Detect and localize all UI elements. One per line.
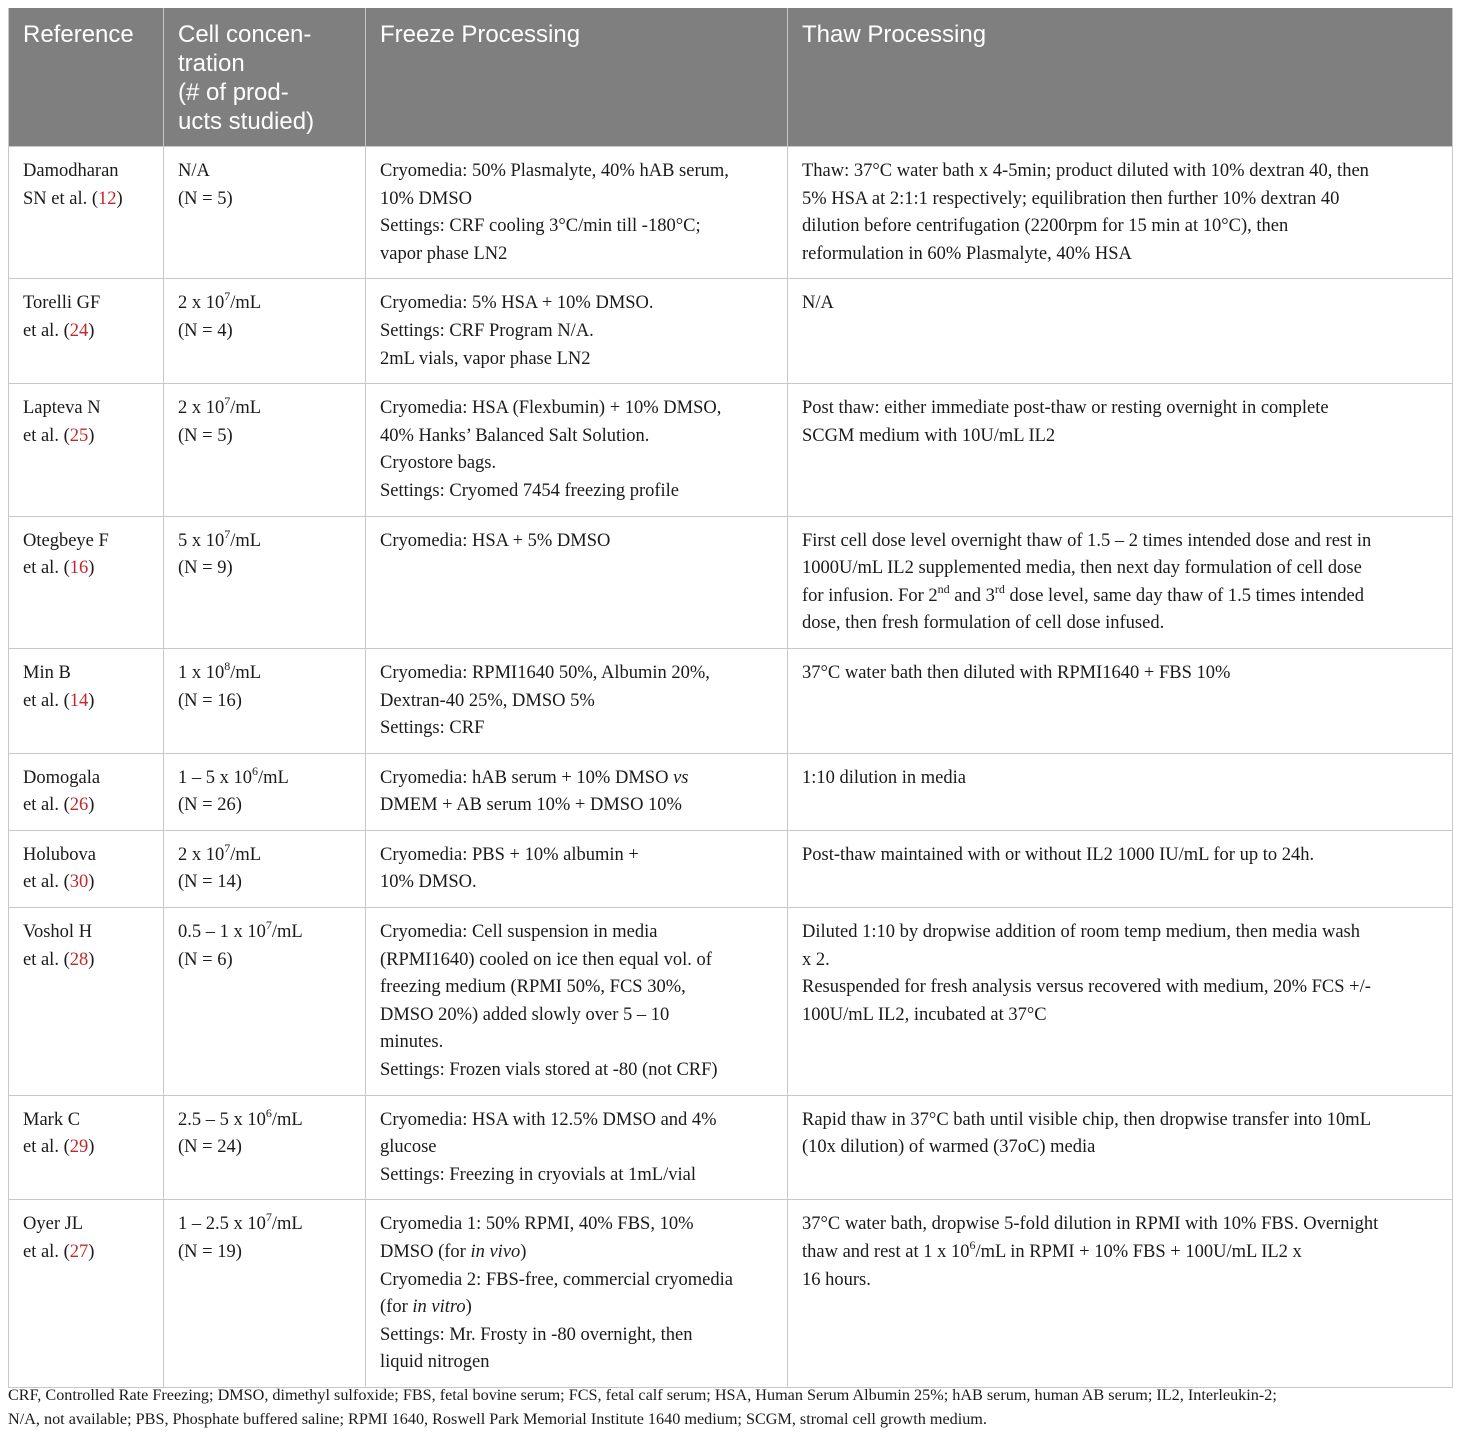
table-row [9,147,1453,279]
citation-link[interactable]: 12 [98,188,117,209]
header-reference: Reference [9,8,164,147]
concentration-cell: 1 – 5 x $10^6/mL$ (N = 26) [164,753,366,830]
table-row [9,753,1453,830]
citation-link[interactable]: 27 [69,1242,89,1262]
citation-link[interactable]: 30 [69,872,89,893]
thaw-cell: Diluted 1:10 by dropwise addition of room temp medium, then media wash x 2. Resuspended for fresh analysis versus recovered with medium, 20% FCS +/- 100U/mL IL2, incubated at 37°C [788,908,1453,1096]
header-concentration: Cell concen- tration (# of prod- ucts studied) [164,8,366,147]
freeze-cell: Cryomedia: RPMI1640 50%, Albumin 20%, Dextran-40 25%, DMSO 5% Settings: CRF [366,648,788,753]
freeze-cell: Cryomedia: 50% Plasmalyte, 40% hAB serum, 10% DMSO Settings: CRF cooling 3°C/min till -180°C; vapor phase LN2 [366,147,788,279]
freeze-cell: Cryomedia: HSA + 5% DMSO [366,516,788,648]
thaw-cell: 1:10 dilution in media [788,753,1453,830]
freeze-cell: Cryomedia: PBS + 10% albumin + 10% DMSO. [366,830,788,907]
citation-link[interactable]: 26 [69,795,89,816]
reference-cell: Torelli GF et al. (24) [9,279,164,384]
table-row [9,830,1453,907]
freeze-cell: Cryomedia 1: 50% RPMI, 40% FBS, 10% DMSO (for in vivo) Cryomedia 2: FBS-free, commercial cryomedia (for in vitro) Settings: Mr. Frosty in -80 overnight, then liquid nitrogen [366,1200,788,1388]
reference-cell: Lapteva N et al. (25) [9,384,164,516]
thaw-cell: N/A [788,279,1453,384]
table-row [9,1095,1453,1200]
concentration-cell: 5 x $10^7/mL$ (N = 9) [164,516,366,648]
citation-link[interactable]: 29 [69,1137,89,1158]
reference-cell: Domogala et al. (26) [9,753,164,830]
table-row [9,648,1453,753]
thaw-cell: 37°C water bath then diluted with RPMI1640 + FBS 10% [788,648,1453,753]
table-row [9,384,1453,516]
cryopreservation-table [8,8,1453,1388]
citation-link[interactable]: 28 [69,949,89,970]
citation-link[interactable]: 14 [69,690,89,711]
concentration-cell: N/A (N = 5) [164,147,366,279]
table-footnote: CRF, Controlled Rate Freezing; DMSO, dimethyl sulfoxide; FBS, fetal bovine serum; FCS, fetal calf serum; HSA, Human Serum Albumin 25%; hAB serum, human AB serum; IL2, Interleukin-2; N/A, not available; PBS, Phosphate buffered saline; RPMI 1640, Roswell Park Memorial Institute 1640 medium; SCGM, stromal cell growth medium. [8,1386,1277,1428]
reference-cell: Holubova et al. (30) [9,830,164,907]
concentration-cell: 2.5 – 5 x $10^6/mL$ (N = 24) [164,1095,366,1200]
thaw-cell: First cell dose level overnight thaw of 1.5 – 2 times intended dose and rest in 1000U/mL IL2 supplemented media, then next day formulation of cell dose for infusion. For 2nd and 3rd dose level, same day thaw of 1.5 times intended dose, then fresh formulation of cell dose infused. [788,516,1453,648]
header-row [9,8,1453,147]
reference-cell: Oyer JL et al. (27) [9,1200,164,1388]
thaw-cell: Rapid thaw in 37°C bath until visible chip, then dropwise transfer into 10mL (10x dilution) of warmed (37oC) media [788,1095,1453,1200]
concentration-cell: 2 x $10^7/mL$ (N = 14) [164,830,366,907]
concentration-cell: 0.5 – 1 x $10^7/mL$ (N = 6) [164,908,366,1096]
freeze-cell: Cryomedia: 5% HSA + 10% DMSO. Settings: CRF Program N/A. 2mL vials, vapor phase LN2 [366,279,788,384]
freeze-cell: Cryomedia: Cell suspension in media (RPMI1640) cooled on ice then equal vol. of freezing medium (RPMI 50%, FCS 30%, DMSO 20%) added slowly over 5 – 10 minutes. Settings: Frozen vials stored at -80 (not CRF) [366,908,788,1096]
citation-link[interactable]: 16 [69,558,89,579]
thaw-cell: Post-thaw maintained with or without IL2 1000 IU/mL for up to 24h. [788,830,1453,907]
reference-cell: Mark C et al. (29) [9,1095,164,1200]
citation-link[interactable]: 24 [69,320,89,341]
freeze-cell: Cryomedia: HSA with 12.5% DMSO and 4% glucose Settings: Freezing in cryovials at 1mL/vial [366,1095,788,1200]
concentration-cell: 1 – 2.5 x $10^7/mL$ (N = 19) [164,1200,366,1388]
concentration-cell: 1 x $10^8/mL$ (N = 16) [164,648,366,753]
table-container [8,8,1452,1388]
concentration-cell: 2 x $10^7/mL$ (N = 5) [164,384,366,516]
thaw-cell: Thaw: 37°C water bath x 4-5min; product diluted with 10% dextran 40, then 5% HSA at 2:1:1 respectively; equilibration then further 10% dextran 40 dilution before centrifugation (2200rpm for 15 min at 10°C), then reformulation in 60% Plasmalyte, 40% HSA [788,147,1453,279]
table-header [9,8,1453,147]
thaw-cell: Post thaw: either immediate post-thaw or resting overnight in complete SCGM medium with 10U/mL IL2 [788,384,1453,516]
table-row [9,908,1453,1096]
table-body [9,147,1453,1388]
table-row [9,1200,1453,1388]
freeze-cell: Cryomedia: hAB serum + 10% DMSO vs DMEM + AB serum 10% + DMSO 10% [366,753,788,830]
reference-cell: Otegbeye F et al. (16) [9,516,164,648]
header-freeze-processing: Freeze Processing [366,8,788,147]
table-row [9,516,1453,648]
reference-cell: Damodharan SN et al. (12) [9,147,164,279]
freeze-cell: Cryomedia: HSA (Flexbumin) + 10% DMSO, 40% Hanks’ Balanced Salt Solution. Cryostore bags. Settings: Cryomed 7454 freezing profile [366,384,788,516]
reference-cell: Min B et al. (14) [9,648,164,753]
thaw-cell: 37°C water bath, dropwise 5-fold dilution in RPMI with 10% FBS. Overnight thaw and rest at 1 x $10^6/mL$ in RPMI + 10% FBS + 100U/mL IL2 x 16 hours. [788,1200,1453,1388]
concentration-cell: 2 x $10^7/mL$ (N = 4) [164,279,366,384]
citation-link[interactable]: 25 [69,425,89,446]
reference-cell: Voshol H et al. (28) [9,908,164,1096]
header-thaw-processing: Thaw Processing [788,8,1453,147]
table-row [9,279,1453,384]
